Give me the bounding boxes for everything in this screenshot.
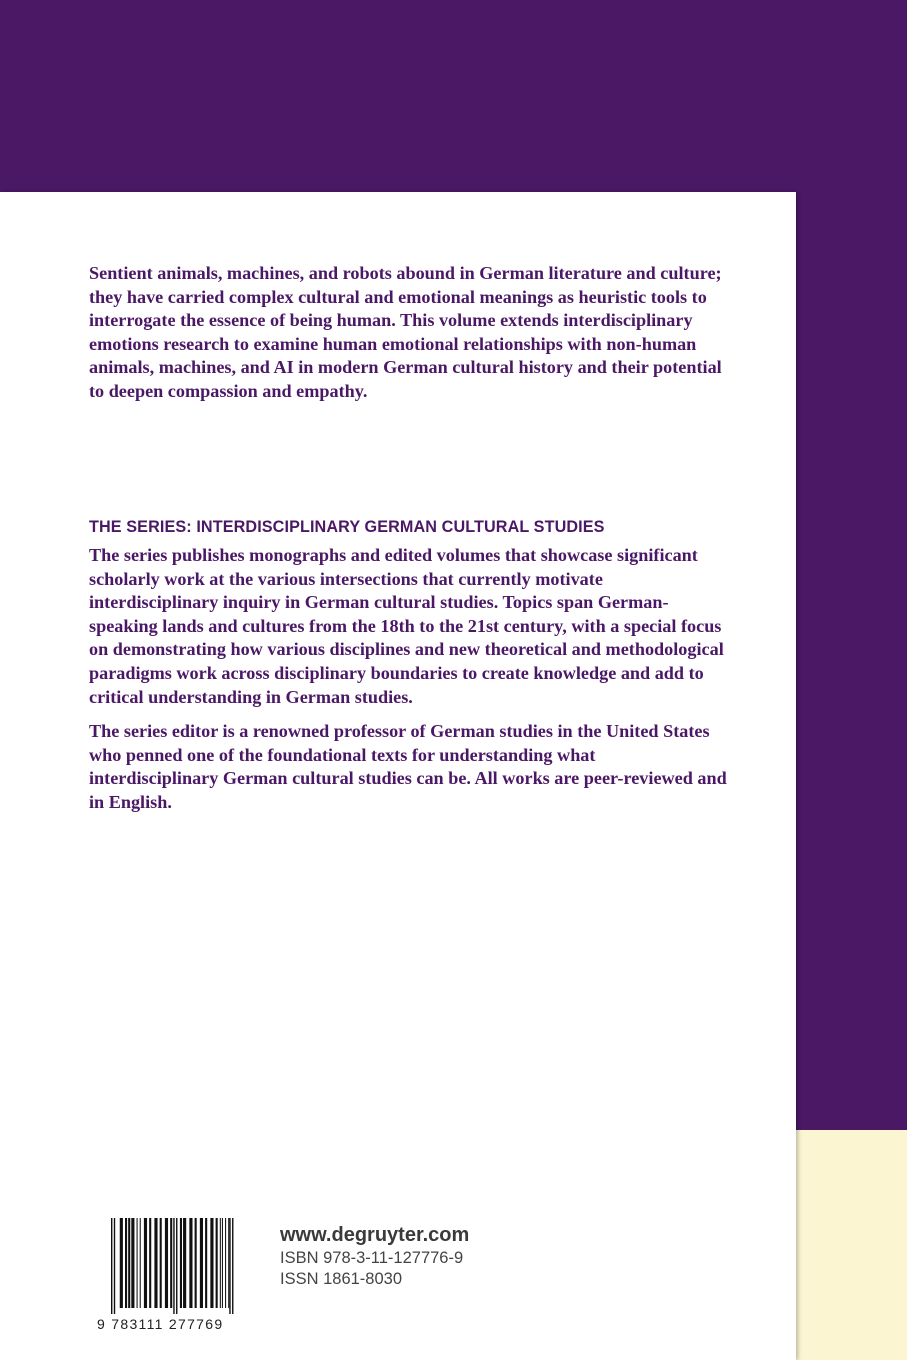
barcode-bar (173, 1218, 174, 1314)
barcode-bar (220, 1218, 221, 1308)
barcode-bar (170, 1218, 172, 1308)
barcode-bar (180, 1218, 182, 1308)
barcode-bar (120, 1218, 123, 1308)
series-heading: THE SERIES: INTERDISCIPLINARY GERMAN CULTURAL STUDIES (89, 518, 605, 536)
barcode-bar (189, 1218, 192, 1308)
barcode-digits: 9 783111 277769 (97, 1316, 224, 1332)
barcode-bar (114, 1218, 115, 1314)
barcode-bar (229, 1218, 230, 1314)
barcode-bar (154, 1218, 157, 1308)
barcode-bars (97, 1218, 261, 1318)
barcode-bar (232, 1218, 233, 1314)
barcode-bar (140, 1218, 141, 1308)
barcode-bar (176, 1218, 177, 1314)
publisher-url[interactable]: www.degruyter.com (280, 1224, 470, 1246)
top-color-band (0, 0, 907, 192)
book-blurb: Sentient animals, machines, and robots abound in German literature and culture; they have carried complex cultural and emotional meanings as heuristic tools to interrogate the essence of being human. This volume extends interdisciplinary emotions research to examine human emotional relationships with non-human animals, machines, and AI in modern German cultural history and their potential to deepen compassion and empathy. (89, 263, 722, 401)
barcode-bar (125, 1218, 127, 1308)
barcode-bar (228, 1218, 229, 1308)
barcode-bar (200, 1218, 203, 1308)
barcode-bar (144, 1218, 147, 1308)
barcode-bar (111, 1218, 112, 1314)
publisher-info (280, 1222, 469, 1290)
issn-number: ISSN 1861-8030 (280, 1270, 403, 1288)
barcode-bar (225, 1218, 226, 1308)
barcode-bar (131, 1218, 134, 1308)
series-editor-note: The series editor is a renowned professor of German studies in the United States who penned one of the foundational texts for understanding what interdisciplinary German cultural studies can be. All works are peer-reviewed and in English. (89, 721, 727, 812)
barcode-bar (205, 1218, 207, 1308)
isbn-number: ISBN 978-3-11-127776-9 (280, 1249, 464, 1267)
barcode-bar (216, 1218, 218, 1308)
barcode-bar (128, 1218, 130, 1308)
spine-cream-accent (796, 1130, 907, 1360)
spine-color-band (796, 192, 907, 1130)
barcode-bar (195, 1218, 197, 1308)
series-description: The series publishes monographs and edited volumes that showcase significant scholarly work at the various intersections that currently motivate interdisciplinary inquiry in German cultural studies. Topics span German-speaking lands and cultures from the 18th to the 21st century, with a special focus on demonstrating how various disciplines and new theoretical and methodological paradigms work across disciplinary boundaries to create knowledge and add to critical understanding in German studies. (89, 545, 724, 707)
barcode-bar (183, 1218, 186, 1308)
barcode-bar (160, 1218, 162, 1308)
barcode-bar (149, 1218, 151, 1308)
barcode-bar (137, 1218, 138, 1308)
isbn-barcode (97, 1218, 261, 1336)
barcode-bar (210, 1218, 213, 1308)
barcode-bar (222, 1218, 223, 1308)
barcode-bar (165, 1218, 168, 1308)
